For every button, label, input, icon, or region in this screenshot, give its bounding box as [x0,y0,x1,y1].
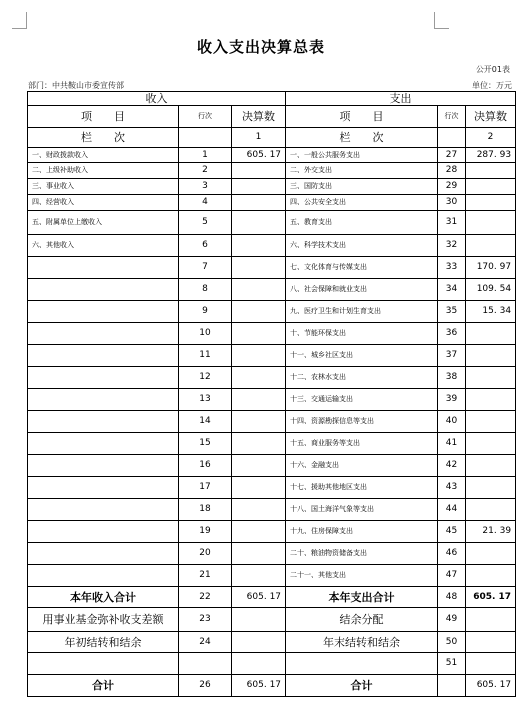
income-item-name: 一、财政拨款收入 [28,148,179,163]
table-row [28,433,516,455]
expense-col-number: 2 [466,128,516,148]
table-row [28,345,516,367]
expense-row-number: 30 [438,195,466,211]
expense-amount [466,211,516,235]
expense-item-name: 十一、城乡社区支出 [286,345,438,367]
table-row [28,195,516,211]
expense-row-number: 32 [438,235,466,257]
expense-row-number: 28 [438,163,466,179]
expense-total-amount [466,653,516,675]
income-amount [232,477,286,499]
income-row-number: 18 [179,499,232,521]
expense-col-empty [438,128,466,148]
expense-amount: 287. 93 [466,148,516,163]
income-item-name [28,477,179,499]
table-row [28,211,516,235]
table-row [28,411,516,433]
expense-total-amount [466,608,516,632]
income-total-name: 年初结转和结余 [28,632,179,653]
total-row [28,632,516,653]
expense-amount [466,323,516,345]
unit-label: 单位：万元 [472,81,512,90]
table-row [28,455,516,477]
income-amount [232,565,286,587]
table-row [28,389,516,411]
income-row-number: 1 [179,148,232,163]
income-row-number: 14 [179,411,232,433]
income-amount [232,411,286,433]
income-total-amount [232,632,286,653]
income-amount [232,211,286,235]
income-row-number: 8 [179,279,232,301]
expense-total-number: 51 [438,653,466,675]
income-row-number: 5 [179,211,232,235]
income-item-name [28,499,179,521]
expense-amount: 21. 39 [466,521,516,543]
table-row [28,163,516,179]
section-header-row [28,92,516,106]
table-row [28,301,516,323]
expense-total-name [286,653,438,675]
income-item-name [28,543,179,565]
income-item-name [28,411,179,433]
table-row [28,257,516,279]
expense-row-number: 34 [438,279,466,301]
table-row [28,499,516,521]
table-row [28,477,516,499]
expense-row-number: 40 [438,411,466,433]
expense-item-header: 项 目 [286,106,438,128]
expense-row-number: 42 [438,455,466,477]
expense-item-name: 十五、商业服务等支出 [286,433,438,455]
income-amount-header: 决算数 [232,106,286,128]
income-amount [232,301,286,323]
income-row-number: 21 [179,565,232,587]
table-row [28,148,516,163]
income-item-name: 六、其他收入 [28,235,179,257]
expense-total-amount: 605. 17 [466,587,516,608]
expense-amount [466,455,516,477]
income-item-name: 二、上级补助收入 [28,163,179,179]
expense-col-label: 栏 次 [286,128,438,148]
expense-item-name: 十二、农林水支出 [286,367,438,389]
table-row [28,323,516,345]
expense-row-number: 47 [438,565,466,587]
expense-row-number: 39 [438,389,466,411]
expense-item-name: 十六、金融支出 [286,455,438,477]
expense-amount [466,345,516,367]
expense-row-number: 35 [438,301,466,323]
expense-item-name: 十八、国土海洋气象等支出 [286,499,438,521]
expense-section-header: 支出 [286,92,516,106]
expense-total-amount [466,632,516,653]
income-amount [232,367,286,389]
income-row-number: 4 [179,195,232,211]
income-rowno-header: 行次 [179,106,232,128]
expense-amount: 15. 34 [466,301,516,323]
income-total-name [28,653,179,675]
total-row [28,653,516,675]
expense-amount [466,235,516,257]
income-row-number: 2 [179,163,232,179]
income-item-header: 项 目 [28,106,179,128]
expense-total-name: 结余分配 [286,608,438,632]
expense-amount [466,433,516,455]
expense-item-name: 三、国防支出 [286,179,438,195]
income-item-name [28,455,179,477]
income-total-number: 23 [179,608,232,632]
table-row [28,279,516,301]
income-total-number: 22 [179,587,232,608]
expense-item-name: 五、教育支出 [286,211,438,235]
expense-item-name: 十四、资源勘探信息等支出 [286,411,438,433]
income-amount [232,279,286,301]
income-item-name [28,323,179,345]
column-index-row [28,128,516,148]
expense-amount [466,543,516,565]
income-total-number [179,653,232,675]
income-amount [232,179,286,195]
table-row [28,179,516,195]
income-total-amount: 605. 17 [232,675,286,697]
income-item-name: 五、附属单位上缴收入 [28,211,179,235]
expense-total-number: 49 [438,608,466,632]
income-col-number: 1 [232,128,286,148]
page-title: 收入支出决算总表 [196,38,325,56]
income-total-number: 26 [179,675,232,697]
expense-total-name: 年末结转和结余 [286,632,438,653]
income-row-number: 11 [179,345,232,367]
expense-amount: 170. 97 [466,257,516,279]
income-item-name: 四、经营收入 [28,195,179,211]
income-total-amount [232,608,286,632]
income-total-amount [232,653,286,675]
expense-item-name: 九、医疗卫生和计划生育支出 [286,301,438,323]
expense-amount [466,477,516,499]
expense-row-number: 33 [438,257,466,279]
expense-item-name: 六、科学技术支出 [286,235,438,257]
income-section-header: 收入 [28,92,286,106]
income-row-number: 12 [179,367,232,389]
total-row [28,608,516,632]
expense-item-name: 十九、住房保障支出 [286,521,438,543]
expense-amount [466,389,516,411]
income-amount [232,521,286,543]
expense-amount [466,499,516,521]
expense-row-number: 27 [438,148,466,163]
expense-amount-header: 决算数 [466,106,516,128]
income-row-number: 6 [179,235,232,257]
table-row [28,543,516,565]
income-amount [232,235,286,257]
expense-item-name: 八、社会保障和就业支出 [286,279,438,301]
expense-total-number: 48 [438,587,466,608]
income-amount [232,163,286,179]
income-amount [232,543,286,565]
expense-row-number: 44 [438,499,466,521]
income-row-number: 20 [179,543,232,565]
expense-row-number: 36 [438,323,466,345]
crop-mark-right [434,12,449,29]
income-item-name: 三、事业收入 [28,179,179,195]
expense-item-name: 二十、粮油物资储备支出 [286,543,438,565]
expense-row-number: 29 [438,179,466,195]
income-item-name [28,301,179,323]
income-row-number: 15 [179,433,232,455]
income-row-number: 9 [179,301,232,323]
expense-item-name: 十三、交通运输支出 [286,389,438,411]
income-item-name [28,279,179,301]
expense-amount [466,367,516,389]
income-amount [232,195,286,211]
income-item-name [28,565,179,587]
income-row-number: 17 [179,477,232,499]
income-amount [232,433,286,455]
income-total-number: 24 [179,632,232,653]
table-row [28,565,516,587]
income-col-label: 栏 次 [28,128,179,148]
expense-item-name: 二、外交支出 [286,163,438,179]
expense-item-name: 十七、援助其他地区支出 [286,477,438,499]
income-item-name [28,521,179,543]
expense-row-number: 43 [438,477,466,499]
income-row-number: 3 [179,179,232,195]
crop-mark-left [12,12,27,29]
income-amount [232,257,286,279]
expense-item-name: 一、一般公共服务支出 [286,148,438,163]
income-item-name [28,433,179,455]
expense-item-name: 七、文化体育与传媒支出 [286,257,438,279]
income-amount [232,499,286,521]
income-row-number: 7 [179,257,232,279]
expense-item-name: 四、公共安全支出 [286,195,438,211]
income-total-amount: 605. 17 [232,587,286,608]
income-amount [232,345,286,367]
income-item-name [28,257,179,279]
table-row [28,367,516,389]
total-row [28,587,516,608]
income-amount [232,323,286,345]
income-row-number: 10 [179,323,232,345]
income-row-number: 19 [179,521,232,543]
income-expense-table [27,91,516,697]
expense-amount: 109. 54 [466,279,516,301]
expense-row-number: 31 [438,211,466,235]
income-item-name [28,345,179,367]
expense-amount [466,565,516,587]
expense-amount [466,163,516,179]
department-label: 部门：中共鞍山市委宣传部 [28,81,124,90]
table-row [28,235,516,257]
expense-total-name: 本年支出合计 [286,587,438,608]
income-item-name [28,367,179,389]
expense-total-name: 合计 [286,675,438,697]
expense-row-number: 46 [438,543,466,565]
form-number: 公开01表 [475,65,510,74]
column-header-row [28,106,516,128]
expense-row-number: 45 [438,521,466,543]
expense-amount [466,411,516,433]
expense-rowno-header: 行次 [438,106,466,128]
income-col-empty [179,128,232,148]
expense-total-number: 50 [438,632,466,653]
income-item-name [28,389,179,411]
income-amount [232,455,286,477]
income-total-name: 本年收入合计 [28,587,179,608]
income-total-name: 合计 [28,675,179,697]
table-row [28,521,516,543]
total-row [28,675,516,697]
income-amount [232,389,286,411]
income-row-number: 16 [179,455,232,477]
expense-total-amount: 605. 17 [466,675,516,697]
expense-item-name: 二十一、其他支出 [286,565,438,587]
expense-total-number [438,675,466,697]
expense-row-number: 37 [438,345,466,367]
expense-item-name: 十、节能环保支出 [286,323,438,345]
expense-row-number: 41 [438,433,466,455]
income-row-number: 13 [179,389,232,411]
income-amount: 605. 17 [232,148,286,163]
expense-amount [466,179,516,195]
expense-row-number: 38 [438,367,466,389]
expense-amount [466,195,516,211]
income-total-name: 用事业基金弥补收支差额 [28,608,179,632]
